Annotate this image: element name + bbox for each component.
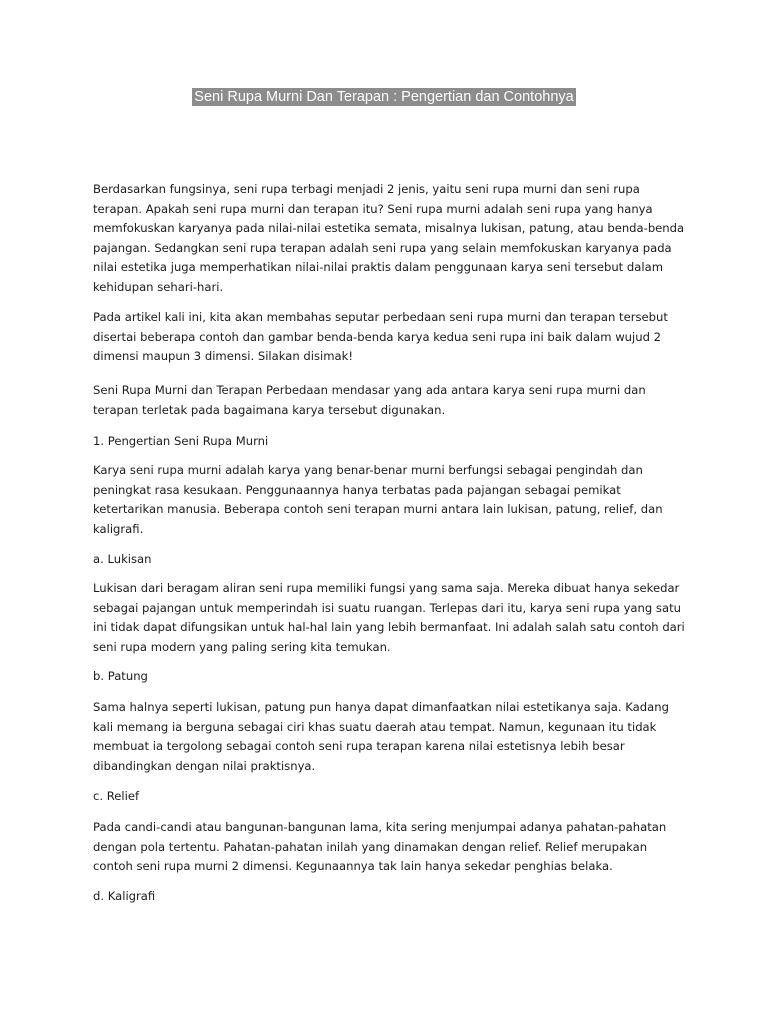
heading-patung xyxy=(93,667,693,687)
paragraph-article xyxy=(93,308,693,367)
paragraph-intro xyxy=(93,180,693,297)
paragraph-relief xyxy=(93,818,693,877)
text-line: c. Relief xyxy=(93,789,140,803)
text-line: ini tidak dapat difungsikan untuk hal-hal lain yang lebih bermanfaat. Ini adalah salah satu contoh dari xyxy=(93,620,685,634)
document-title: Seni Rupa Murni Dan Terapan : Pengertian dan Contohnya xyxy=(194,89,574,105)
text-line: Pada artikel kali ini, kita akan membahas seputar perbedaan seni rupa murni dan terapan tersebut xyxy=(93,310,668,324)
text-line: kaligrafi. xyxy=(93,521,144,536)
text-line: dengan pola tertentu. Pahatan-pahatan inilah yang dinamakan dengan relief. Relief merupakan xyxy=(93,839,648,854)
paragraph-patung xyxy=(93,698,693,776)
heading-pengertian xyxy=(93,432,693,452)
text-line: sebagai pajangan untuk memperindah isi suatu ruangan. Terlepas dari itu, karya seni rupa yang satu xyxy=(93,600,681,615)
paragraph-lukisan xyxy=(93,579,693,657)
text-line: b. Patung xyxy=(93,669,148,683)
text-line: terapan terletak pada bagaimana karya tersebut digunakan. xyxy=(93,402,446,417)
text-line: dibandingkan dengan nilai praktisnya. xyxy=(93,758,316,773)
text-line: membuat ia tergolong sebagai contoh seni rupa terapan karena nilai estetisnya lebih besar xyxy=(93,739,625,753)
text-line: peningkat rasa kesukaan. Penggunaannya hanya terbatas pada pajangan sebagai pemikat xyxy=(93,482,621,497)
text-line: Sama halnya seperti lukisan, patung pun hanya dapat dimanfaatkan nilai estetikanya saja. Kadang xyxy=(93,700,669,714)
text-line: Karya seni rupa murni adalah karya yang benar-benar murni berfungsi sebagai pengindah dan xyxy=(93,463,643,477)
text-line: seni rupa modern yang paling sering kita temukan. xyxy=(93,639,391,654)
text-line: pajangan. Sedangkan seni rupa terapan adalah seni rupa yang selain memfokuskan karyanya pada xyxy=(93,240,672,255)
text-line: ketertarikan manusia. Beberapa contoh seni terapan murni antara lain lukisan, patung, relief, dan xyxy=(93,502,663,516)
text-line: a. Lukisan xyxy=(93,552,152,566)
paragraph-pengertian xyxy=(93,461,693,539)
text-line: memfokuskan karyanya pada nilai-nilai estetika semata, misalnya lukisan, patung, atau benda-benda xyxy=(93,221,685,235)
text-line: kehidupan sehari-hari. xyxy=(93,279,224,294)
text-line: 1. Pengertian Seni Rupa Murni xyxy=(93,434,269,448)
text-line: Seni Rupa Murni dan Terapan Perbedaan mendasar yang ada antara karya seni rupa murni dan xyxy=(93,383,646,397)
text-line: Pada candi-candi atau bangunan-bangunan lama, kita sering menjumpai adanya pahatan-pahatan xyxy=(93,820,667,834)
document-title-wrap xyxy=(0,88,768,106)
text-line: Lukisan dari beragam aliran seni rupa memiliki fungsi yang sama saja. Mereka dibuat hanya sekedar xyxy=(93,581,680,595)
text-line: contoh seni rupa murni 2 dimensi. Kegunaannya tak lain hanya sekedar penghias belaka. xyxy=(93,859,613,873)
text-line: kali memang ia berguna sebagai ciri khas suatu daerah atau tempat. Namun, kegunaan itu tidak xyxy=(93,719,657,734)
text-line: terapan. Apakah seni rupa murni dan terapan itu? Seni rupa murni adalah seni rupa yang hanya xyxy=(93,201,653,216)
text-line: nilai estetika juga memperhatikan nilai-nilai praktis dalam penggunaan karya seni tersebut dalam xyxy=(93,260,663,274)
heading-relief xyxy=(93,787,693,807)
paragraph-difference xyxy=(93,381,693,420)
text-line: d. Kaligrafi xyxy=(93,889,156,903)
text-line: disertai beberapa contoh dan gambar benda-benda karya kedua seni rupa ini baik dalam wujud 2 xyxy=(93,329,662,344)
heading-kaligrafi xyxy=(93,887,693,907)
text-line: dimensi maupun 3 dimensi. Silakan disimak! xyxy=(93,349,353,363)
heading-lukisan xyxy=(93,550,693,570)
text-line: Berdasarkan fungsinya, seni rupa terbagi menjadi 2 jenis, yaitu seni rupa murni dan seni rupa xyxy=(93,182,640,196)
